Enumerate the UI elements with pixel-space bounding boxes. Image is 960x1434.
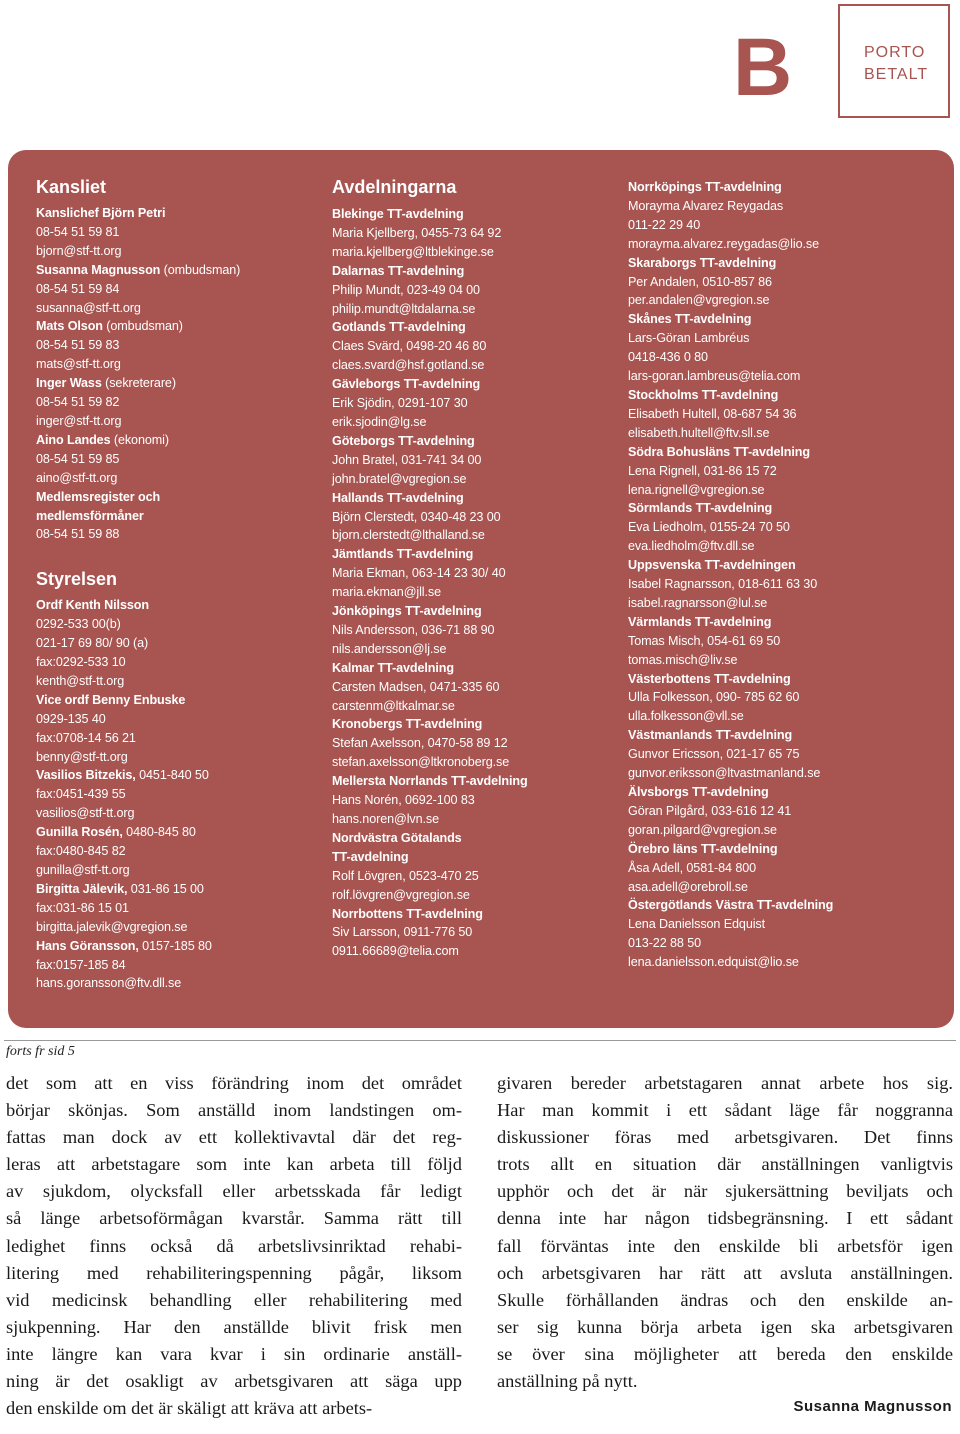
avdelning-bold-text: Stockholms TT-avdelning [628, 387, 779, 402]
avdelning-line [628, 499, 928, 518]
styrelsen-line [36, 880, 316, 899]
avdelning-line [628, 556, 928, 575]
styrelsen-bold-text: Vice ordf Benny Enbuske [36, 692, 186, 707]
kansliet-list [36, 204, 316, 544]
avdelning-line [332, 905, 612, 924]
avdelning-line [332, 526, 612, 545]
styrelsen-text: kenth@stf-tt.org [36, 673, 125, 688]
kansliet-bold-text: Kanslichef Björn Petri [36, 206, 166, 220]
avdelning-text: Claes Svärd, 0498-20 46 80 [332, 339, 487, 354]
styrelsen-line [36, 596, 316, 615]
kansliet-line [36, 374, 316, 393]
avdelningarna-list [332, 205, 612, 961]
avdelning-text: elisabeth.hultell@ftv.sll.se [628, 425, 770, 440]
kansliet-line [36, 525, 316, 544]
avdelning-bold-text: Hallands TT-avdelning [332, 490, 464, 505]
avdelning-line [628, 424, 928, 443]
article-line: börjar skönjas. Som anställd inom landstingen om- [6, 1100, 462, 1121]
styrelsen-text: hans.goransson@ftv.dll.se [36, 976, 182, 991]
styrelsen-bold-text: Vasilios Bitzekis, [36, 768, 136, 783]
kansliet-bold-text: Susanna Magnusson [36, 262, 161, 277]
styrelsen-line [36, 691, 316, 710]
avdelning-line [628, 613, 928, 632]
avdelning-line [332, 772, 612, 791]
avdelning-line [332, 621, 612, 640]
avdelning-line [628, 840, 928, 859]
avdelning-text: lena.danielsson.edquist@lio.se [628, 955, 799, 970]
article-line: fattas man dock av ett kollektivavtal där det reg- [6, 1127, 462, 1148]
avdelning-text: maria.kjellberg@ltblekinge.se [332, 244, 494, 259]
avdelning-line [332, 489, 612, 508]
kansliet-bold-text: Aino Landes [36, 432, 111, 447]
styrelsen-text: fax:0157-185 84 [36, 957, 126, 972]
styrelsen-text: fax:0451-439 55 [36, 787, 126, 802]
kansliet-text: susanna@stf-tt.org [36, 300, 141, 315]
article-line: så länge arbetsoförmågan kvarstår. Samma rätt till [6, 1208, 462, 1229]
avdelning-line [628, 273, 928, 292]
styrelsen-line [36, 974, 316, 993]
kansliet-line [36, 223, 316, 242]
article-line: ser sig kunna börja arbeta igen ska arbetsgivaren [497, 1316, 953, 1337]
styrelsen-text: 0929-135 40 [36, 711, 106, 726]
avdelning-bold-text: Göteborgs TT-avdelning [332, 433, 475, 448]
styrelsen-text: 0451-840 50 [135, 768, 209, 783]
styrelsen-line [36, 710, 316, 729]
avdelning-bold-text: Södra Bohusläns TT-avdelning [628, 444, 810, 459]
avdelning-text: philip.mundt@ltdalarna.se [332, 301, 476, 316]
kansliet-text: (ombudsman) [160, 262, 241, 277]
avdelning-line [332, 564, 612, 583]
avdelning-line [628, 651, 928, 670]
avdelning-line [332, 337, 612, 356]
styrelsen-text: 021-17 69 80/ 90 (a) [36, 636, 149, 651]
styrelsen-line [36, 748, 316, 767]
avdelningarna-column-continued [628, 176, 928, 972]
avdelning-text: Philip Mundt, 023-49 04 00 [332, 282, 480, 297]
avdelning-line [628, 859, 928, 878]
avdelning-line [332, 640, 612, 659]
styrelsen-list [36, 596, 316, 993]
avdelning-text: Nils Andersson, 036-71 88 90 [332, 622, 495, 637]
avdelning-line [628, 745, 928, 764]
avdelning-line [628, 348, 928, 367]
styrelsen-line [36, 634, 316, 653]
avdelning-line [628, 367, 928, 386]
avdelning-line [332, 886, 612, 905]
avdelning-line [332, 470, 612, 489]
avdelning-line [628, 688, 928, 707]
avdelning-line [628, 235, 928, 254]
styrelsen-bold-text: Birgitta Jälevik, [36, 881, 128, 896]
avdelning-line [332, 942, 612, 961]
avdelning-bold-text: Norrköpings TT-avdelning [628, 180, 782, 194]
avdelning-line [332, 508, 612, 527]
avdelning-bold-text: Gävleborgs TT-avdelning [332, 377, 481, 392]
kansliet-bold-text: Medlemsregister och [36, 489, 161, 504]
avdelning-text: Lena Danielsson Edquist [628, 917, 766, 932]
avdelningarna-heading: Avdelningarna [332, 177, 457, 197]
avdelning-bold-text: Dalarnas TT-avdelning [332, 263, 465, 278]
avdelning-text: Maria Ekman, 063-14 23 30/ 40 [332, 566, 506, 581]
avdelning-text: carstenm@ltkalmar.se [332, 698, 455, 713]
avdelning-line [628, 443, 928, 462]
avdelning-bold-text: Skånes TT-avdelning [628, 312, 752, 327]
avdelning-line [628, 178, 928, 197]
avdelning-text: Björn Clerstedt, 0340-48 23 00 [332, 509, 501, 524]
article-line: och arbetsgivaren har rätt att avsluta anställningen. [497, 1262, 953, 1283]
avdelning-bold-text: Älvsborgs TT-avdelning [628, 785, 769, 799]
article-line: se över sina möjligheter att bereda den enskilde [497, 1343, 953, 1364]
article-column-2 [497, 1070, 953, 1395]
avdelning-text: nils.andersson@lj.se [332, 641, 447, 656]
kansliet-line [36, 355, 316, 374]
avdelningarna-column [332, 176, 612, 961]
avdelning-line [628, 329, 928, 348]
avdelning-text: john.bratel@vgregion.se [332, 471, 467, 486]
avdelning-text: Morayma Alvarez Reygadas [628, 198, 784, 213]
avdelning-text: erik.sjodin@lg.se [332, 414, 427, 429]
kansliet-line [36, 261, 316, 280]
avdelning-text: Eva Liedholm, 0155-24 70 50 [628, 520, 790, 535]
article-line: det som att en viss förändring inom det området [6, 1073, 462, 1093]
avdelning-line [332, 678, 612, 697]
avdelning-text: morayma.alvarez.reygadas@lio.se [628, 236, 819, 251]
avdelning-line [628, 764, 928, 783]
kansliet-line [36, 393, 316, 412]
avdelning-text: 013-22 88 50 [628, 936, 702, 951]
avdelning-line [332, 829, 612, 848]
avdelning-text: tomas.misch@liv.se [628, 652, 738, 667]
article-line: vid medicinsk behandling eller rehabilitering med [6, 1289, 462, 1310]
avdelning-line [628, 896, 928, 915]
article-line: sjukpenning. Har den anställde blivit frisk men [6, 1316, 462, 1337]
avdelning-line [628, 953, 928, 972]
kansliet-text: bjorn@stf-tt.org [36, 243, 122, 258]
kansliet-column [36, 176, 316, 993]
kansliet-text: 08-54 51 59 88 [36, 527, 120, 542]
avdelning-text: asa.adell@orebroll.se [628, 879, 748, 894]
kansliet-bold-text: Mats Olson [36, 319, 103, 334]
avdelning-text: 0418-436 0 80 [628, 350, 708, 365]
avdelning-text: stefan.axelsson@ltkronoberg.se [332, 755, 510, 770]
kansliet-line [36, 507, 316, 526]
avdelning-text: claes.svard@hsf.gotland.se [332, 358, 485, 373]
avdelning-line [332, 432, 612, 451]
styrelsen-line [36, 937, 316, 956]
avdelning-line [332, 224, 612, 243]
avdelning-line [628, 537, 928, 556]
styrelsen-line [36, 766, 316, 785]
avdelning-line [628, 310, 928, 329]
styrelsen-text: fax:0708-14 56 21 [36, 730, 136, 745]
porto-betalt-stamp [838, 4, 950, 118]
avdelning-text: Åsa Adell, 0581-84 800 [628, 860, 757, 875]
avdelning-line [332, 545, 612, 564]
avdelning-line [332, 205, 612, 224]
continued-note: forts fr sid 5 [6, 1044, 75, 1059]
kansliet-line [36, 412, 316, 431]
avdelning-text: Carsten Madsen, 0471-335 60 [332, 679, 500, 694]
avdelning-text: eva.liedholm@ftv.dll.se [628, 539, 755, 554]
kansliet-line [36, 242, 316, 261]
avdelning-bold-text: Gotlands TT-avdelning [332, 320, 466, 335]
avdelning-bold-text: Skaraborgs TT-avdelning [628, 255, 777, 270]
avdelning-line [332, 375, 612, 394]
kansliet-text: 08-54 51 59 85 [36, 451, 120, 466]
kansliet-text: (ombudsman) [102, 319, 183, 334]
avdelning-line [628, 878, 928, 897]
avdelningarna-list-continued [628, 178, 928, 972]
article-line: litering med rehabiliteringspenning pågår, liksom [6, 1262, 462, 1283]
kansliet-text: 08-54 51 59 82 [36, 395, 120, 410]
avdelning-text: John Bratel, 031-741 34 00 [332, 452, 482, 467]
kansliet-text: 08-54 51 59 83 [36, 338, 120, 353]
avdelning-line [628, 254, 928, 273]
avdelning-bold-text: Västerbottens TT-avdelning [628, 671, 791, 686]
avdelning-line [628, 481, 928, 500]
avdelning-line [332, 659, 612, 678]
avdelning-text: Gunvor Ericsson, 021-17 65 75 [628, 747, 800, 762]
avdelning-line [628, 518, 928, 537]
kansliet-text: (sekreterare) [101, 376, 176, 391]
avdelning-bold-text: Jönköpings TT-avdelning [332, 604, 482, 619]
avdelning-text: Siv Larsson, 0911-776 50 [332, 925, 473, 940]
section-letter: B [733, 22, 793, 113]
avdelning-text: Göran Pilgård, 033-616 12 41 [628, 803, 792, 818]
avdelning-line [332, 318, 612, 337]
styrelsen-bold-text: Gunilla Rosén, [36, 825, 123, 840]
stamp-betalt: BETALT [864, 66, 929, 83]
styrelsen-text: 031-86 15 00 [127, 881, 204, 896]
kansliet-heading: Kansliet [36, 177, 107, 197]
avdelning-line [628, 934, 928, 953]
kansliet-line [36, 450, 316, 469]
styrelsen-text: fax:031-86 15 01 [36, 900, 129, 915]
avdelning-text: Rolf Lövgren, 0523-470 25 [332, 868, 479, 883]
article-line: denna inte har någon tidsbegränsning. I ett sådant [497, 1208, 953, 1229]
avdelning-text: lena.rignell@vgregion.se [628, 482, 765, 497]
avdelning-text: ulla.folkesson@vll.se [628, 709, 744, 724]
avdelning-line [628, 575, 928, 594]
avdelning-bold-text: Kalmar TT-avdelning [332, 660, 454, 675]
stamp-porto: PORTO [864, 44, 926, 61]
avdelning-line [628, 291, 928, 310]
avdelning-line [332, 867, 612, 886]
avdelning-line [628, 821, 928, 840]
article-line: Skulle förhållanden ändras och den enskilde an- [497, 1289, 953, 1310]
avdelning-text: Isabel Ragnarsson, 018-611 63 30 [628, 577, 818, 592]
article-line: anställning på nytt. [497, 1371, 638, 1392]
styrelsen-text: fax:0292-533 10 [36, 655, 126, 670]
styrelsen-line [36, 861, 316, 880]
avdelning-text: bjorn.clerstedt@lthalland.se [332, 528, 485, 543]
kansliet-text: aino@stf-tt.org [36, 470, 118, 485]
styrelsen-line [36, 672, 316, 691]
avdelning-text: Lena Rignell, 031-86 15 72 [628, 463, 777, 478]
avdelning-line [332, 413, 612, 432]
author-signature: Susanna Magnusson [793, 1398, 952, 1415]
kansliet-line [36, 317, 316, 336]
avdelning-text: Maria Kjellberg, 0455-73 64 92 [332, 225, 502, 240]
kansliet-bold-text: Inger Wass [36, 376, 102, 391]
avdelning-line [332, 923, 612, 942]
kansliet-text: 08-54 51 59 84 [36, 281, 120, 296]
avdelning-line [628, 632, 928, 651]
article-line: diskussioner föras med arbetsgivaren. Det finns [497, 1127, 953, 1148]
avdelning-text: Stefan Axelsson, 0470-58 89 12 [332, 736, 508, 751]
avdelning-bold-text: Östergötlands Västra TT-avdelning [628, 898, 834, 913]
avdelning-line [332, 262, 612, 281]
styrelsen-text: 0157-185 80 [138, 938, 212, 953]
styrelsen-line [36, 615, 316, 634]
avdelning-line [332, 451, 612, 470]
avdelning-text: Elisabeth Hultell, 08-687 54 36 [628, 406, 797, 421]
avdelning-text: Erik Sjödin, 0291-107 30 [332, 396, 468, 411]
kansliet-line [36, 280, 316, 299]
article-line: leras att arbetstagare som inte kan arbeta till följd [6, 1154, 462, 1175]
avdelning-text: per.andalen@vgregion.se [628, 293, 770, 308]
styrelsen-line [36, 956, 316, 975]
kansliet-line [36, 336, 316, 355]
avdelning-text: gunvor.eriksson@ltvastmanland.se [628, 766, 821, 781]
styrelsen-bold-text: Hans Göransson, [36, 938, 139, 953]
avdelning-line [332, 394, 612, 413]
article-line: den enskilde om det är skäligt att kräva att arbets- [6, 1398, 373, 1419]
avdelning-line [628, 386, 928, 405]
avdelning-line [332, 791, 612, 810]
avdelning-line [628, 216, 928, 235]
avdelning-line [628, 405, 928, 424]
avdelning-line [628, 594, 928, 613]
avdelning-text: Ulla Folkesson, 090- 785 62 60 [628, 690, 800, 705]
avdelning-text: 011-22 29 40 [628, 217, 701, 232]
avdelning-bold-text: Kronobergs TT-avdelning [332, 717, 483, 732]
article-line: ning är det osakligt av arbetsgivaren att säga upp [6, 1371, 462, 1392]
avdelning-bold-text: Blekinge TT-avdelning [332, 207, 464, 221]
styrelsen-line [36, 918, 316, 937]
avdelning-line [628, 726, 928, 745]
avdelning-bold-text: Värmlands TT-avdelning [628, 614, 772, 629]
styrelsen-line [36, 653, 316, 672]
styrelsen-text: fax:0480-845 82 [36, 844, 126, 859]
kansliet-line [36, 469, 316, 488]
avdelning-line [628, 915, 928, 934]
styrelsen-line [36, 785, 316, 804]
article-line: av sjukdom, olycksfall eller arbetsskada får ledigt [6, 1181, 462, 1202]
avdelning-line [332, 848, 612, 867]
avdelning-line [332, 697, 612, 716]
styrelsen-text: benny@stf-tt.org [36, 749, 128, 764]
styrelsen-text: birgitta.jalevik@vgregion.se [36, 919, 188, 934]
article-line: fall förväntas inte den enskilde bli arbetsför igen [497, 1235, 953, 1256]
avdelning-text: rolf.lövgren@vgregion.se [332, 887, 470, 902]
avdelning-text: goran.pilgard@vgregion.se [628, 822, 777, 837]
avdelning-bold-text: Norrbottens TT-avdelning [332, 906, 483, 921]
avdelning-text: hans.noren@lvn.se [332, 812, 440, 826]
avdelning-bold-text: Västmanlands TT-avdelning [628, 728, 793, 743]
avdelning-bold-text: Mellersta Norrlands TT-avdelning [332, 774, 528, 789]
kansliet-text: (ekonomi) [110, 432, 169, 447]
avdelning-bold-text: TT-avdelning [332, 849, 409, 864]
avdelning-line [332, 281, 612, 300]
styrelsen-line [36, 899, 316, 918]
kansliet-line [36, 488, 316, 507]
styrelsen-line [36, 823, 316, 842]
avdelning-line [628, 462, 928, 481]
avdelning-line [628, 670, 928, 689]
avdelning-line [332, 300, 612, 319]
avdelning-bold-text: Nordvästra Götalands [332, 830, 462, 845]
avdelning-text: lars-goran.lambreus@telia.com [628, 369, 801, 384]
article-line: givaren bereder arbetstagaren annat arbete hos sig. [497, 1073, 953, 1093]
avdelning-text: Lars-Göran Lambréus [628, 331, 750, 346]
article-line: ledighet finns också då arbetslivsinriktad rehabi- [6, 1235, 462, 1256]
avdelning-line [332, 583, 612, 602]
avdelning-line [332, 356, 612, 375]
avdelning-text: 0911.66689@telia.com [332, 944, 459, 959]
styrelsen-text: gunilla@stf-tt.org [36, 863, 130, 877]
avdelning-line [332, 734, 612, 753]
kansliet-text: mats@stf-tt.org [36, 357, 121, 372]
styrelsen-heading: Styrelsen [36, 569, 118, 590]
avdelning-bold-text: Uppsvenska TT-avdelningen [628, 558, 796, 573]
kansliet-text: inger@stf-tt.org [36, 413, 122, 428]
styrelsen-text: 0292-533 00(b) [36, 617, 121, 632]
avdelning-line [628, 802, 928, 821]
styrelsen-text: 0480-845 80 [122, 825, 196, 840]
divider [4, 1040, 956, 1041]
styrelsen-line [36, 804, 316, 823]
avdelning-text: isabel.ragnarsson@lul.se [628, 595, 768, 610]
styrelsen-bold-text: Ordf Kenth Nilsson [36, 598, 149, 613]
avdelning-line [628, 197, 928, 216]
article-column-1 [6, 1070, 462, 1422]
avdelning-text: maria.ekman@jll.se [332, 585, 441, 600]
avdelning-bold-text: Jämtlands TT-avdelning [332, 547, 474, 562]
avdelning-line [332, 753, 612, 772]
avdelning-bold-text: Sörmlands TT-avdelning [628, 501, 773, 516]
kansliet-bold-text: medlemsförmåner [36, 508, 144, 523]
avdelning-line [332, 243, 612, 262]
article-line: trots allt en situation där anställningen vanligtvis [497, 1154, 953, 1175]
avdelning-text: Per Andalen, 0510-857 86 [628, 274, 772, 289]
avdelning-line [332, 715, 612, 734]
avdelning-line [628, 783, 928, 802]
avdelning-line [628, 707, 928, 726]
avdelning-text: Hans Norén, 0692-100 83 [332, 793, 475, 808]
avdelning-text: Tomas Misch, 054-61 69 50 [628, 633, 781, 648]
avdelning-line [332, 810, 612, 829]
avdelning-bold-text: Örebro läns TT-avdelning [628, 841, 778, 856]
styrelsen-line [36, 729, 316, 748]
styrelsen-text: vasilios@stf-tt.org [36, 806, 135, 821]
kansliet-line [36, 299, 316, 318]
article-line: inte längre kan vara kvar i sin ordinarie anställ- [6, 1343, 462, 1364]
article-line: Har man kommit i ett sådant läge får noggranna [497, 1100, 953, 1121]
article-line: upphör och det är när sjukersättning beviljats och [497, 1181, 953, 1202]
styrelsen-line [36, 842, 316, 861]
kansliet-line [36, 431, 316, 450]
avdelning-line [332, 602, 612, 621]
kansliet-line [36, 204, 316, 223]
kansliet-text: 08-54 51 59 81 [36, 224, 120, 239]
